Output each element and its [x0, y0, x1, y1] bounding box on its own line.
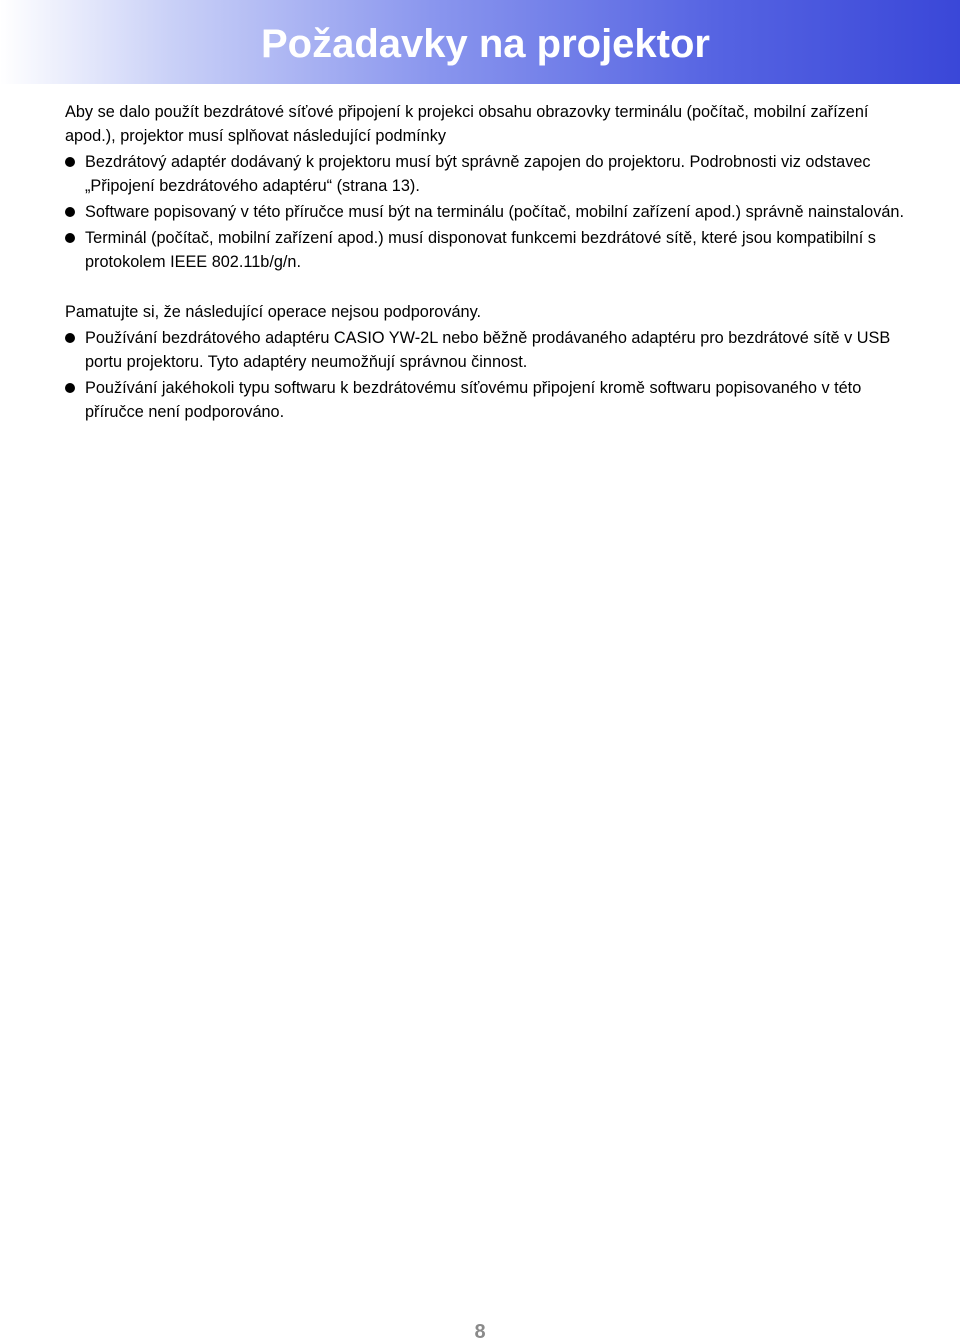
bullet-icon: [65, 207, 75, 217]
list-item: [65, 200, 905, 224]
list-item-text: Software popisovaný v této příručce musí být na terminálu (počítač, mobilní zařízení apod.) správně nainstalován.: [85, 203, 904, 221]
page-title: Požadavky na projektor: [260, 22, 710, 66]
list-item-text: Používání jakéhokoli typu softwaru k bezdrátovému síťovému připojení kromě softwaru popisovaného v této příručce není podporováno.: [85, 379, 862, 421]
list-item-text: Používání bezdrátového adaptéru CASIO YW-2L nebo běžně prodávaného adaptéru pro bezdrátové sítě v USB portu projektoru. Tyto adaptéry neumožňují správnou činnost.: [85, 329, 891, 371]
list-item-text: Bezdrátový adaptér dodávaný k projektoru musí být správně zapojen do projektoru. Podrobnosti viz odstavec „Připojení bezdrátového adaptéru“ (strana 13).: [85, 153, 871, 195]
page-number: 8: [474, 1321, 486, 1343]
page-body: [65, 100, 905, 426]
list-item: [65, 150, 905, 198]
intro-paragraph: Aby se dalo použít bezdrátové síťové připojení k projekci obsahu obrazovky terminálu (počítač, mobilní zařízení apod.), projektor musí splňovat následující podmínky: [65, 103, 869, 145]
list-item: [65, 376, 905, 424]
list-item-text: Terminál (počítač, mobilní zařízení apod.) musí disponovat funkcemi bezdrátové sítě, které jsou kompatibilní s protokolem IEEE 802.11b/g/n.: [85, 229, 876, 271]
bullet-icon: [65, 333, 75, 343]
bullet-icon: [65, 383, 75, 393]
list-item: [65, 226, 905, 274]
unsupported-list: [65, 326, 905, 424]
bullet-icon: [65, 233, 75, 243]
note-paragraph: Pamatujte si, že následující operace nejsou podporovány.: [65, 303, 482, 321]
requirements-list: [65, 150, 905, 274]
list-item: [65, 326, 905, 374]
bullet-icon: [65, 157, 75, 167]
spacer: [65, 276, 905, 300]
